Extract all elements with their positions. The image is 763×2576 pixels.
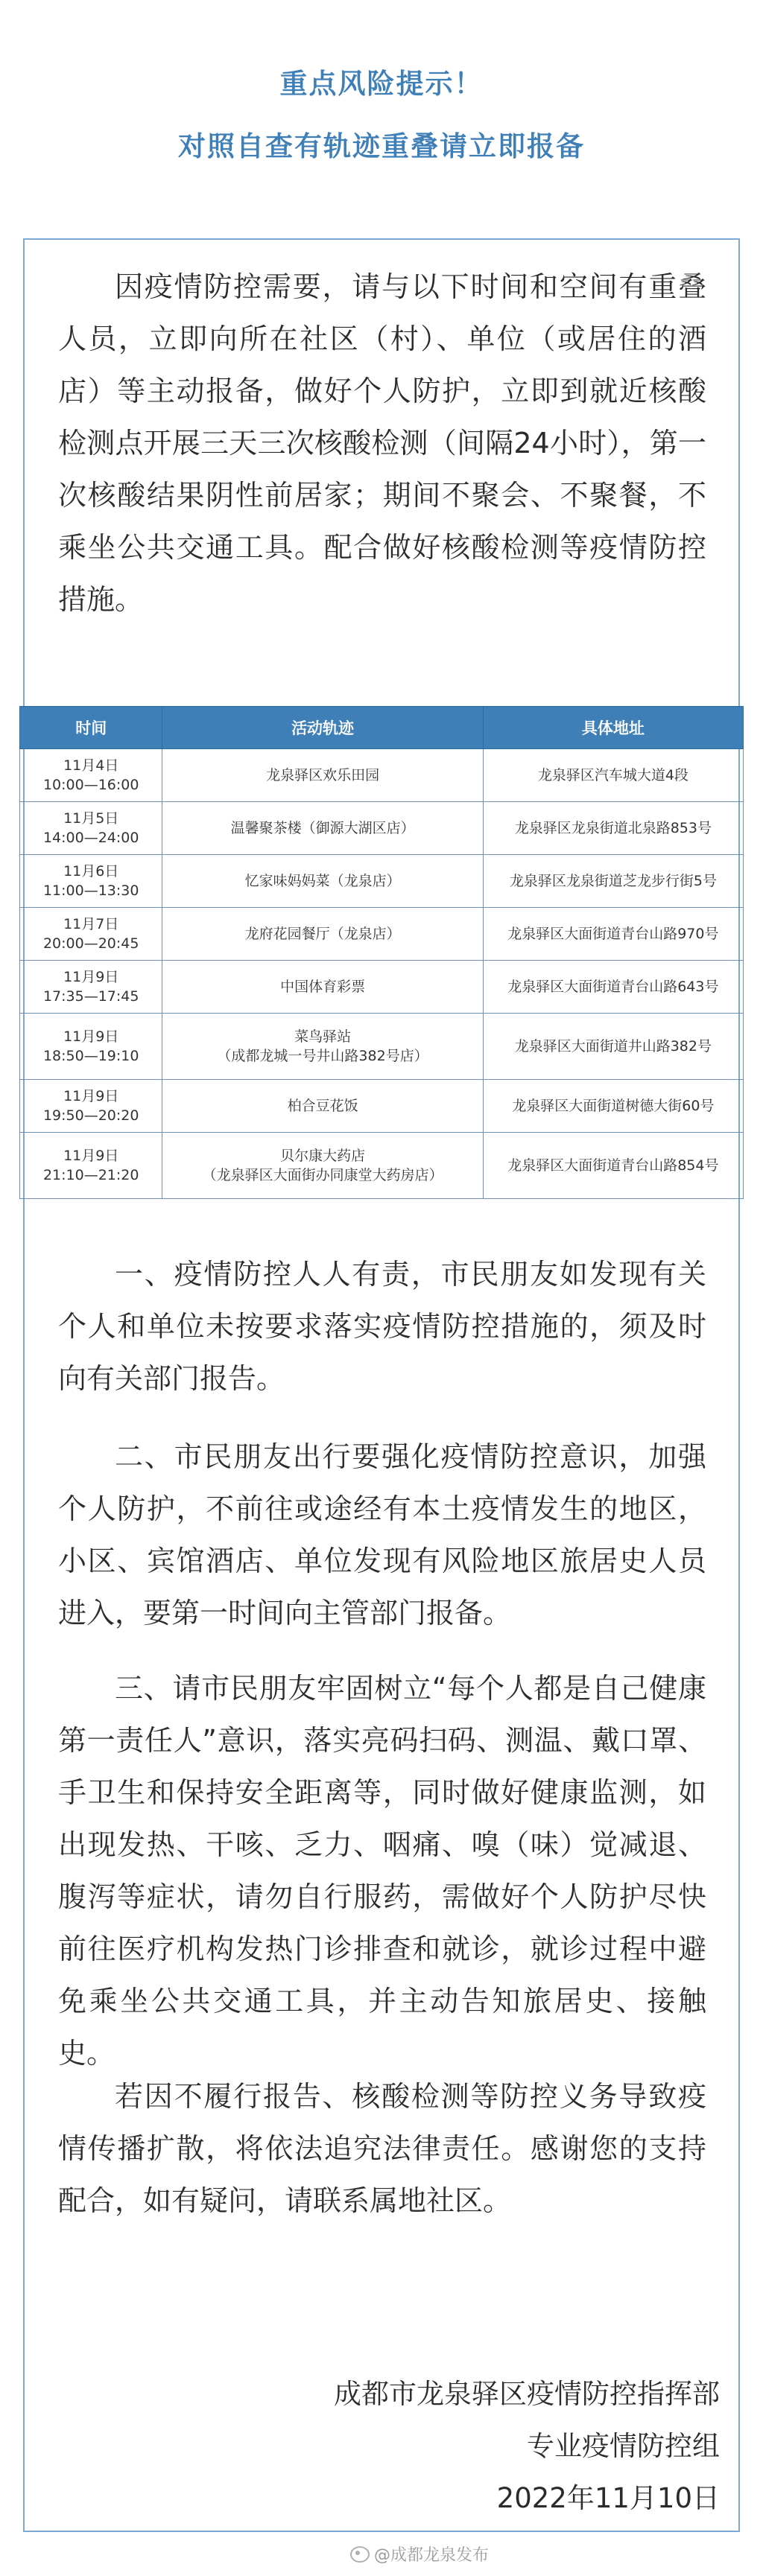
- table-row: [20, 855, 744, 908]
- cell-date: 11月4日: [63, 757, 119, 774]
- notice-paragraph-2: 二、市民朋友出行要强化疫情防控意识，加强个人防护，不前往或途经有本土疫情发生的地区，小区、宾馆酒店、单位发现有风险地区旅居史人员进入，要第一时间向主管部门报备。: [58, 1440, 706, 1629]
- cell-date: 11月7日: [63, 916, 119, 932]
- cell-address: 龙泉驿区大面街道青台山路643号: [483, 961, 743, 1014]
- trajectory-table: [19, 706, 744, 1199]
- cell-activity: 龙泉驿区欢乐田园: [162, 749, 483, 802]
- cell-hours: 17:35—17:45: [42, 988, 139, 1005]
- cell-time: [20, 1080, 162, 1133]
- cell-address: 龙泉驿区大面街道青台山路970号: [483, 908, 743, 961]
- cell-hours: 21:10—21:20: [42, 1167, 139, 1183]
- notice-paragraph-4: 若因不履行报告、核酸检测等防控义务导致疫情传播扩散，将依法追究法律责任。感谢您的支持配合，如有疑问，请联系属地社区。: [58, 2080, 706, 2217]
- cell-date: 11月9日: [63, 1028, 119, 1045]
- cell-address: 龙泉驿区大面街道树德大街60号: [483, 1080, 743, 1133]
- cell-time: [20, 802, 162, 855]
- cell-activity: [162, 1133, 483, 1199]
- cell-activity: 忆家味妈妈菜（龙泉店）: [162, 855, 483, 908]
- cell-activity: 中国体育彩票: [162, 961, 483, 1014]
- activity-note: （成都龙城一号井山路382号店）: [217, 1048, 428, 1064]
- table-row: [20, 802, 744, 855]
- header-activity: 活动轨迹: [162, 707, 483, 749]
- cell-date: 11月9日: [63, 1148, 119, 1164]
- activity-name: 菜鸟驿站: [294, 1028, 352, 1045]
- table-row: [20, 908, 744, 961]
- intro-paragraph: 因疫情防控需要，请与以下时间和空间有重叠人员，立即向所在社区（村）、单位（或居住的酒店）等主动报备，做好个人防护，立即到就近核酸检测点开展三天三次核酸检测（间隔24小时），第一次核酸结果阴性前居家；期间不聚会、不聚餐，不乘坐公共交通工具。配合做好核酸检测等疫情防控措施。: [58, 270, 706, 616]
- cell-date: 11月6日: [63, 863, 119, 880]
- cell-hours: 19:50—20:20: [42, 1107, 139, 1124]
- cell-date: 11月5日: [63, 810, 119, 827]
- cell-time: [20, 908, 162, 961]
- cell-address: 龙泉驿区大面街道井山路382号: [483, 1014, 743, 1080]
- cell-address: 龙泉驿区龙泉街道北泉路853号: [483, 802, 743, 855]
- cell-hours: 18:50—19:10: [42, 1048, 139, 1064]
- notice-paragraph-3: 三、请市民朋友牢固树立“每个人都是自己健康第一责任人”意识，落实亮码扫码、测温、戴口罩、手卫生和保持安全距离等，同时做好健康监测，如出现发热、干咳、乏力、咽痛、嗅（味）觉减退、腹泻等症状，请勿自行服药，需做好个人防护尽快前往医疗机构发热门诊排查和就诊，就诊过程中避免乘坐公共交通工具，并主动告知旅居史、接触史。: [58, 1672, 706, 2070]
- activity-note: （龙泉驿区大面街办同康堂大药房店）: [202, 1167, 443, 1183]
- header-address: 具体地址: [483, 707, 743, 749]
- signature-org: 成都市龙泉驿区疫情防控指挥部: [334, 2378, 720, 2410]
- signature-date: 2022年11月10日: [496, 2482, 720, 2514]
- cell-hours: 10:00—16:00: [42, 777, 139, 793]
- cell-hours: 11:00—13:30: [42, 882, 139, 899]
- cell-activity: 龙府花园餐厅（龙泉店）: [162, 908, 483, 961]
- cell-activity: [162, 1014, 483, 1080]
- notice-paragraph-1: 一、疫情防控人人有责，市民朋友如发现有关个人和单位未按要求落实疫情防控措施的，须及时向有关部门报告。: [58, 1258, 706, 1395]
- cell-date: 11月9日: [63, 1088, 119, 1104]
- cell-time: [20, 749, 162, 802]
- table-row: [20, 1133, 744, 1199]
- cell-hours: 20:00—20:45: [42, 935, 139, 952]
- cell-time: [20, 1133, 162, 1199]
- activity-name: 贝尔康大药店: [280, 1148, 366, 1164]
- table-row: [20, 961, 744, 1014]
- table-row: [20, 1080, 744, 1133]
- cell-time: [20, 1014, 162, 1080]
- cell-address: 龙泉驿区龙泉街道芝龙步行街5号: [483, 855, 743, 908]
- cell-date: 11月9日: [63, 969, 119, 985]
- header-time: 时间: [20, 707, 162, 749]
- signature-group: 专业疫情防控组: [527, 2430, 720, 2462]
- table-header-row: [20, 707, 744, 749]
- cell-hours: 14:00—24:00: [42, 830, 139, 846]
- cell-activity: 温馨聚茶楼（御源大湖区店）: [162, 802, 483, 855]
- watermark: [350, 2542, 489, 2566]
- table-row: [20, 1014, 744, 1080]
- cell-activity: 柏合豆花饭: [162, 1080, 483, 1133]
- table-row: [20, 749, 744, 802]
- cell-address: 龙泉驿区汽车城大道4段: [483, 749, 743, 802]
- cell-time: [20, 961, 162, 1014]
- cell-time: [20, 855, 162, 908]
- page-title: 重点风险提示！: [279, 68, 484, 100]
- weibo-icon: [350, 2546, 370, 2563]
- cell-address: 龙泉驿区大面街道青台山路854号: [483, 1133, 743, 1199]
- page-subtitle: 对照自查有轨迹重叠请立即报备: [178, 130, 585, 162]
- watermark-text: @成都龙泉发布: [374, 2546, 490, 2565]
